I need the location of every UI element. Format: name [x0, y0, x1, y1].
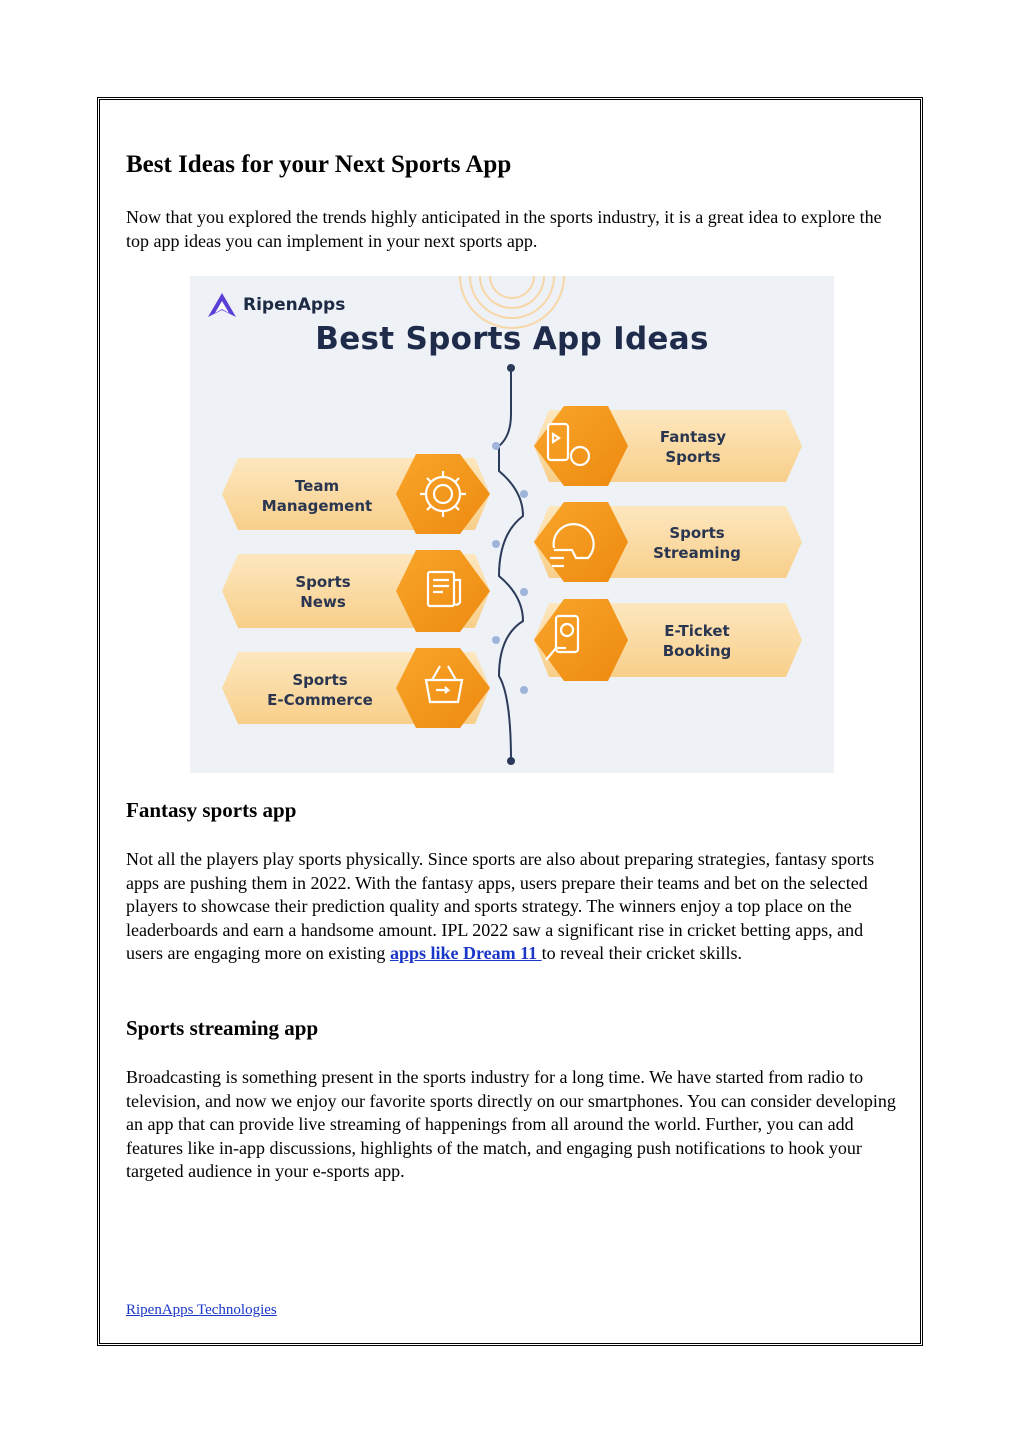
label-line: Sports	[665, 448, 721, 466]
label-line: E-Ticket	[664, 622, 730, 640]
label-line: Booking	[662, 642, 732, 660]
ripenapps-logo	[207, 292, 345, 318]
timeline-dot	[492, 442, 500, 450]
label-line: Fantasy	[659, 428, 727, 446]
section-heading-streaming: Sports streaming app	[126, 1016, 319, 1040]
label-fantasy-sports	[628, 427, 758, 467]
section-paragraph-fantasy	[126, 848, 901, 966]
label-line: Sports	[669, 524, 725, 542]
timeline-dot	[492, 540, 500, 548]
label-line: Team	[294, 477, 340, 495]
label-team-management	[252, 476, 382, 516]
timeline-dot	[520, 490, 528, 498]
section-paragraph-streaming: Broadcasting is something present in the sports industry for a long time. We have started from radio to television, and now we enjoy our favorite sports directly on our smartphones. You can consider developing an app that can provide live streaming of happenings from all around the world. Further, you can add features like in-app discussions, highlights of the match, and engaging push notifications to hook your targeted audience in your e-sports app.	[126, 1067, 896, 1182]
label-line: Sports	[292, 671, 348, 689]
ripenapps-logo-icon	[207, 292, 237, 318]
page-title: Best Ideas for your Next Sports App	[126, 151, 512, 178]
paragraph-text: Not all the players play sports physically. Since sports are also about preparing strategies, fantasy sports apps are pushing them in 2022. With the fantasy apps, users prepare their teams and bet on the selected players to showcase their prediction quality and sports strategy. The winners enjoy a top place on the leaderboards and earn a handsome amount. IPL 2022 saw a significant rise in cricket betting apps, and users are engaging more on existing	[126, 849, 875, 964]
infographic-heading: Best Sports App Ideas	[315, 321, 709, 357]
label-sports-streaming	[632, 523, 762, 563]
timeline-line	[499, 368, 523, 761]
footer-company-link[interactable]: RipenApps Technologies	[126, 1302, 277, 1318]
label-sports-ecommerce	[255, 670, 385, 710]
label-sports-news	[258, 572, 388, 612]
timeline-dot	[492, 636, 500, 644]
paragraph-text: to reveal their cricket skills.	[541, 943, 743, 964]
timeline-dot	[507, 757, 515, 765]
label-line: E-Commerce	[267, 691, 373, 709]
timeline-dot	[520, 686, 528, 694]
timeline-dot	[507, 364, 515, 372]
apps-like-dream11-link[interactable]: apps like Dream 11	[389, 943, 542, 964]
brand-name: RipenApps	[243, 295, 346, 315]
infographic-image	[190, 276, 834, 773]
label-line: Sports	[295, 573, 351, 591]
label-line: Management	[261, 497, 373, 515]
label-line: Streaming	[653, 544, 741, 562]
section-heading-fantasy: Fantasy sports app	[126, 798, 297, 822]
intro-paragraph: Now that you explored the trends highly anticipated in the sports industry, it is a great idea to explore the top app ideas you can implement in your next sports app.	[126, 207, 882, 251]
timeline-dot	[520, 588, 528, 596]
label-eticket-booking	[632, 621, 762, 661]
label-line: News	[300, 593, 346, 611]
